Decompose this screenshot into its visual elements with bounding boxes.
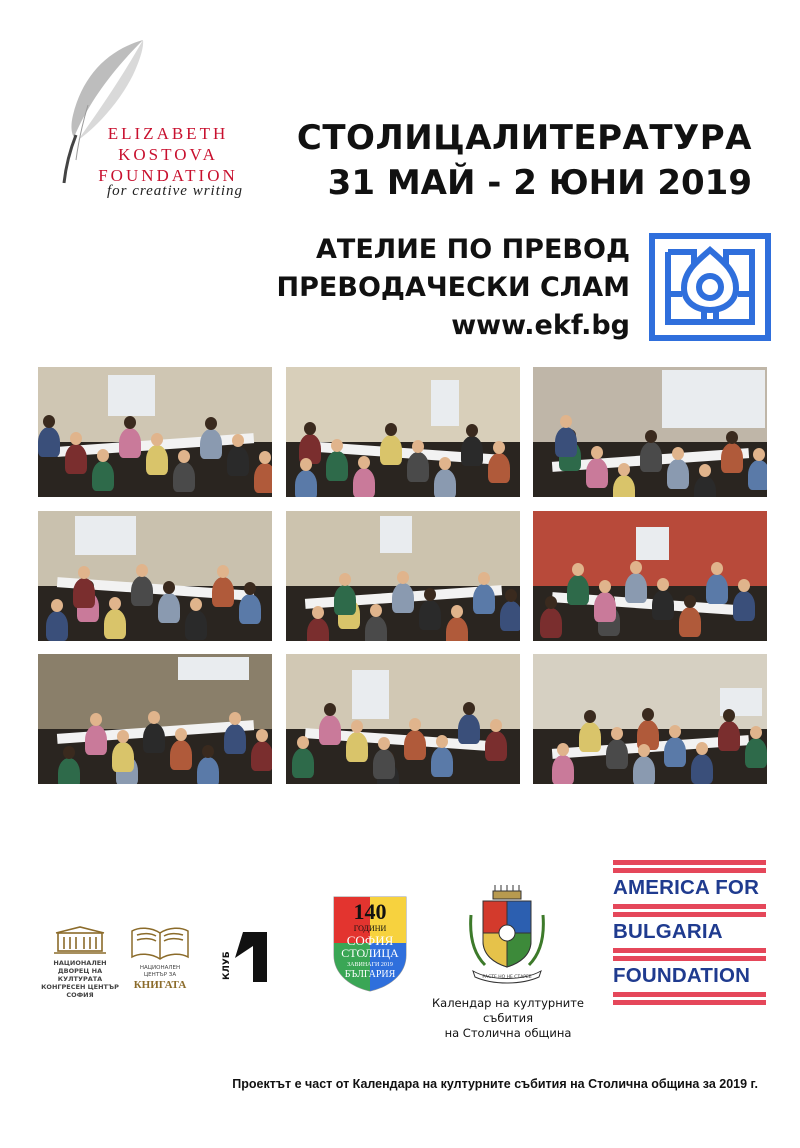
sofia140-line1: СОФИЯ — [346, 933, 394, 948]
aff-stripe — [613, 904, 766, 909]
workshop-photo-7 — [38, 654, 272, 784]
calendar-line: на Столична община — [444, 1026, 572, 1040]
organizer-name-line: FOUNDATION — [98, 166, 238, 185]
calendar-line: Календар на културните събития — [431, 996, 584, 1025]
sofia-140-logo — [330, 893, 410, 993]
klub-logo — [215, 928, 275, 988]
calendar-caption — [408, 996, 608, 1041]
ndk-line: КОНГРЕСЕН ЦЕНТЪР — [41, 983, 119, 991]
sofia140-line2: СТОЛИЦА — [341, 946, 399, 960]
aff-stripe — [613, 1000, 766, 1005]
aff-line: AMERICA FOR — [613, 876, 760, 899]
open-book-icon — [129, 925, 191, 961]
ndk-line: НАЦИОНАЛЕН — [53, 959, 107, 967]
aff-stripe — [613, 948, 766, 953]
workshop-photo-2 — [286, 367, 520, 497]
workshop-subtitle: ПРЕВОДАЧЕСКИ СЛАМ — [276, 272, 630, 303]
footer-note: Проектът е част от Календара на културните събития на Столична община за 2019 г. — [232, 1077, 758, 1091]
book-center-line: НАЦИОНАЛЕН ЦЕНТЪР ЗА — [139, 965, 181, 978]
aff-stripe — [613, 868, 766, 873]
aff-stripe — [613, 860, 766, 865]
klub-1-icon — [215, 928, 275, 984]
sofia140-years: ГОДИНИ — [353, 924, 387, 933]
keyhole-emblem-icon — [648, 232, 772, 342]
sofia140-line4: БЪЛГАРИЯ — [344, 969, 396, 980]
event-dates: 31 МАЙ - 2 ЮНИ 2019 — [327, 163, 752, 203]
ndk-line: СОФИЯ — [66, 991, 94, 999]
workshop-photo-9 — [533, 654, 767, 784]
workshop-photo-1 — [38, 367, 272, 497]
book-center-logo — [128, 925, 192, 991]
aff-stripe — [613, 912, 766, 917]
organizer-name-line: ELIZABETH — [107, 124, 229, 143]
website-link[interactable]: www.ekf.bg — [451, 310, 630, 341]
ndk-logo — [40, 925, 120, 999]
coat-motto: РАСТЕ НО НЕ СТАРЕЕ — [482, 975, 532, 980]
sofia140-line3: ЗАВИНАГИ 2019 — [347, 962, 393, 968]
aff-line: FOUNDATION — [613, 964, 751, 987]
organizer-tagline: for creative writing — [106, 183, 244, 199]
workshop-photo-4 — [38, 511, 272, 641]
klub-label: КЛУБ — [222, 951, 232, 980]
aff-logo — [613, 860, 766, 1008]
aff-line: BULGARIA — [613, 920, 723, 943]
organizer-name — [63, 123, 273, 186]
workshop-photo-8 — [286, 654, 520, 784]
workshop-photo-3 — [533, 367, 767, 497]
palace-icon — [52, 925, 108, 955]
sofia-coat-of-arms-icon — [465, 885, 549, 985]
organizer-name-line: KOSTOVA — [118, 145, 218, 164]
sofia140-number: 140 — [353, 899, 387, 924]
ekf-logo — [30, 35, 270, 205]
workshop-photo-6 — [533, 511, 767, 641]
aff-stripe — [613, 956, 766, 961]
aff-stripe — [613, 992, 766, 997]
book-center-name: КНИГАТА — [133, 979, 187, 991]
ndk-line: ДВОРЕЦ НА КУЛТУРАТА — [57, 967, 103, 983]
event-title: СТОЛИЦАЛИТЕРАТУРА — [296, 118, 752, 158]
workshop-photo-5 — [286, 511, 520, 641]
workshop-title: АТЕЛИЕ ПО ПРЕВОД — [316, 234, 630, 265]
